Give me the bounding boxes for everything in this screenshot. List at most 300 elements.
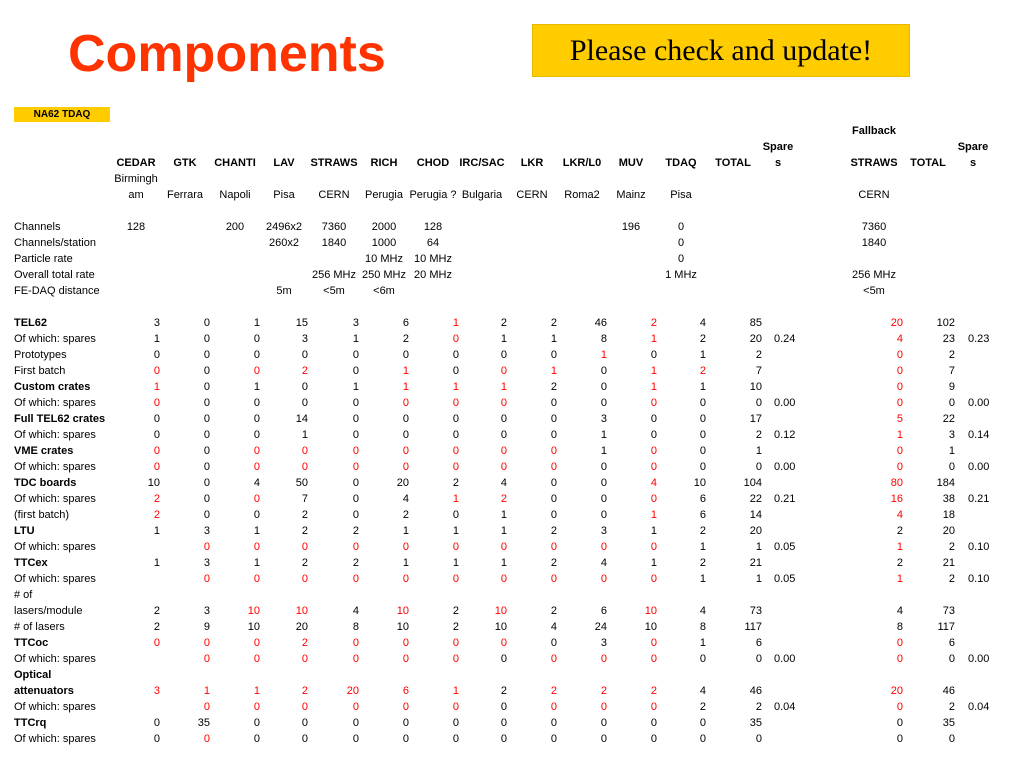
table-cell: 0 [402,541,409,553]
row-label: TTCrq [14,717,47,729]
table-cell: 0 [600,381,607,393]
table-cell: 10 [693,477,706,489]
table-cell: 2 [550,557,557,569]
table-cell: 7360 [861,221,887,233]
column-header-lkr-l0: LKR/L0 [562,157,602,169]
table-cell: 10 [247,621,260,633]
table-cell: 0 [402,573,409,585]
row-label: LTU [14,525,35,537]
table-cell: 2 [699,557,706,569]
table-cell: 0 [203,381,210,393]
table-cell: 4 [402,493,409,505]
table-cell: 9 [948,381,955,393]
table-cell: 0 [301,701,308,713]
table-cell: 1 [301,429,308,441]
table-cell: 10 [295,605,308,617]
table-cell: 2 [352,525,359,537]
table-cell: 0 [253,573,260,585]
table-cell: 0 [600,477,607,489]
update-banner: Please check and update! [532,24,910,77]
table-cell: 23 [942,333,955,345]
table-cell: 6 [600,605,607,617]
table-cell: 0 [253,653,260,665]
table-cell: 0 [153,733,160,745]
table-cell: 0 [253,333,260,345]
table-cell: 20 MHz [414,269,452,281]
table-cell: 0 [452,541,459,553]
table-cell: 16 [890,493,903,505]
table-cell: 2 [153,493,160,505]
table-cell: 0 [500,541,507,553]
table-cell: 0 [452,637,459,649]
table-cell: 0 [550,429,557,441]
table-cell: 0 [203,733,210,745]
table-cell: 0 [699,413,706,425]
table-cell: 2 [896,525,903,537]
table-cell: 0 [153,445,160,457]
table-cell: 35 [942,717,955,729]
table-cell: 0 [153,365,160,377]
table-cell: 1 [402,381,409,393]
table-cell: 4 [600,557,607,569]
table-cell: 1 [153,381,160,393]
table-cell: 4 [650,477,657,489]
table-cell: 20 [890,685,903,697]
table-cell: 6 [699,509,706,521]
table-cell: 80 [890,477,903,489]
table-cell: 21 [942,557,955,569]
table-cell: 196 [621,221,641,233]
row-label: Of which: spares [14,429,96,441]
table-cell: 0 [352,397,359,409]
table-cell: 4 [896,509,903,521]
table-cell: 20 [942,525,955,537]
table-cell: 0 [402,461,409,473]
table-cell: 3 [203,557,210,569]
row-label: TTCex [14,557,48,569]
table-cell: 0 [650,717,657,729]
site-label: CERN [318,189,350,201]
column-header-chod: CHOD [416,157,450,169]
table-cell: 6 [402,317,409,329]
table-cell: 0 [203,397,210,409]
table-cell: 6 [948,637,955,649]
spares-ratio: 0.14 [968,429,990,441]
table-cell: 21 [749,557,762,569]
table-cell: 1 [650,557,657,569]
row-label: TDC boards [14,477,77,489]
table-cell: 4 [550,621,557,633]
table-cell: 128 [126,221,146,233]
table-cell: 0 [352,461,359,473]
row-label: lasers/module [14,605,83,617]
table-cell: 0 [948,653,955,665]
table-cell: 0 [896,397,903,409]
table-cell: 200 [225,221,245,233]
table-cell: 2 [755,349,762,361]
site-label: Mainz [616,189,646,201]
table-cell: 1000 [371,237,397,249]
table-cell: <5m [323,285,345,297]
column-header-cedar: CEDAR [116,157,156,169]
table-cell: 0 [301,397,308,409]
fallback-column-header: TOTAL [910,157,946,169]
table-cell: 0 [352,493,359,505]
table-cell: 1 [896,573,903,585]
table-cell: 0 [650,397,657,409]
table-cell: 1 [650,381,657,393]
table-cell: 64 [426,237,440,249]
table-cell: 4 [253,477,260,489]
table-cell: 1 [650,509,657,521]
site-label: Roma2 [564,189,600,201]
table-cell: 2 [699,701,706,713]
table-cell: 0 [650,493,657,505]
table-cell: 0 [153,349,160,361]
site-label: Ferrara [166,189,204,201]
table-cell: 0 [203,365,210,377]
tdaq-tag: NA62 TDAQ [14,107,110,122]
table-cell: 1 [452,317,459,329]
table-cell: 0 [550,653,557,665]
table-cell: 1 [600,445,607,457]
spares-ratio: 0.00 [774,397,796,409]
table-cell: 0 [153,413,160,425]
table-cell: 1 [153,557,160,569]
table-cell: 0 [500,461,507,473]
table-cell: 1 [650,365,657,377]
table-cell: 1 [153,525,160,537]
table-cell: 3 [948,429,955,441]
table-cell: 0 [203,653,210,665]
row-label: (first batch) [14,509,70,521]
column-header-rich: RICH [370,157,398,169]
spares-ratio: 0.12 [774,429,796,441]
table-cell: 20 [749,333,762,345]
table-cell: 1 [452,381,459,393]
table-cell: 4 [699,605,706,617]
spares-header: s [774,157,782,169]
table-cell: 2 [650,685,657,697]
table-cell: 0 [500,365,507,377]
table-cell: 1 [352,333,359,345]
row-label: Of which: spares [14,573,96,585]
table-cell: 1 [253,557,260,569]
spares-ratio: 0.00 [774,653,796,665]
table-cell: 8 [352,621,359,633]
table-cell: 0 [203,413,210,425]
table-cell: 9 [203,621,210,633]
table-cell: 0 [896,445,903,457]
row-label: Of which: spares [14,733,96,745]
table-cell: 1 [699,349,706,361]
table-cell: 0 [650,541,657,553]
table-cell: 0 [203,701,210,713]
table-cell: 3 [600,637,607,649]
table-cell: 117 [937,621,955,633]
table-cell: 46 [594,317,607,329]
table-cell: 3 [203,525,210,537]
table-cell: 14 [295,413,308,425]
table-cell: 2 [600,685,607,697]
table-cell: 0 [352,541,359,553]
table-cell: 0 [896,733,903,745]
table-cell: 0 [452,397,459,409]
spares-ratio: 0.00 [968,397,990,409]
table-cell: 0 [699,397,706,409]
table-cell: 0 [352,509,359,521]
table-cell: 1 MHz [665,269,697,281]
table-cell: 0 [896,717,903,729]
table-cell: 0 [253,349,260,361]
table-cell: 0 [301,541,308,553]
table-cell: 0 [755,461,762,473]
table-cell: 0 [203,637,210,649]
table-cell: 1 [896,541,903,553]
table-cell: 0 [352,445,359,457]
table-cell: 1 [253,685,260,697]
table-cell: 0 [352,429,359,441]
table-cell: 35 [749,717,762,729]
table-cell: 4 [896,333,903,345]
table-cell: 2 [500,685,507,697]
table-cell: 0 [550,509,557,521]
table-cell: 4 [352,605,359,617]
table-cell: 0 [699,429,706,441]
spares-ratio: 0.10 [968,573,990,585]
row-label: TEL62 [14,317,48,329]
table-cell: 128 [423,221,443,233]
table-cell: 0 [402,717,409,729]
table-cell: 1840 [861,237,887,249]
table-cell: 0 [253,413,260,425]
table-cell: 0 [301,653,308,665]
table-cell: 18 [942,509,955,521]
table-cell: 0 [650,653,657,665]
table-cell: 1 [699,541,706,553]
table-cell: 1 [699,381,706,393]
table-cell: 0 [550,397,557,409]
spares-header: Spare [957,141,989,153]
table-cell: 1 [500,381,507,393]
table-cell: 1 [153,333,160,345]
table-cell: 0 [550,461,557,473]
table-cell: 2 [500,493,507,505]
table-cell: 0 [452,573,459,585]
table-cell: 73 [942,605,955,617]
table-cell: 10 [494,605,507,617]
table-cell: 17 [749,413,762,425]
table-cell: 20 [890,317,903,329]
site-label: Birmingh [114,173,158,185]
table-cell: 0 [500,429,507,441]
row-label: attenuators [14,685,74,697]
table-cell: 1 [600,429,607,441]
column-header-muv: MUV [618,157,644,169]
table-cell: 0 [352,413,359,425]
table-cell: 8 [699,621,706,633]
table-cell: 0 [203,445,210,457]
table-cell: 24 [594,621,607,633]
table-cell: 0 [650,701,657,713]
table-cell: 0 [600,397,607,409]
table-cell: 0 [352,573,359,585]
table-cell: 0 [550,349,557,361]
table-cell: 22 [942,413,955,425]
table-cell: 0 [948,733,955,745]
table-cell: 2 [550,317,557,329]
table-cell: 0 [896,653,903,665]
table-cell: 2 [650,317,657,329]
table-cell: 5m [276,285,292,297]
table-cell: 3 [301,333,308,345]
table-cell: 0 [253,541,260,553]
table-cell: 0 [153,397,160,409]
row-label: # of lasers [14,621,65,633]
table-cell: 0 [699,445,706,457]
table-cell: 0 [301,573,308,585]
table-cell: 0 [253,365,260,377]
table-cell: 2496x2 [265,221,303,233]
table-cell: 1 [699,637,706,649]
table-cell: 0 [352,701,359,713]
table-cell: 0 [452,701,459,713]
table-cell: 0 [650,349,657,361]
table-cell: 0 [203,333,210,345]
table-cell: 0 [253,397,260,409]
table-cell: 0 [755,397,762,409]
row-label: # of [14,589,33,601]
table-cell: 0 [650,445,657,457]
table-cell: 2000 [371,221,397,233]
table-cell: 2 [948,701,955,713]
table-cell: 10 MHz [414,253,452,265]
table-cell: 1 [896,429,903,441]
table-cell: 0 [402,733,409,745]
table-cell: 250 MHz [361,269,407,281]
table-cell: 0 [253,733,260,745]
table-cell: 0 [500,733,507,745]
table-cell: 2 [301,525,308,537]
site-label: Perugia [365,189,403,201]
table-cell: 0 [755,733,762,745]
table-cell: 1 [253,317,260,329]
table-cell: 8 [600,333,607,345]
table-cell: 46 [749,685,762,697]
row-label: TTCoc [14,637,49,649]
table-cell: 1 [500,557,507,569]
row-label: Channels/station [14,237,96,249]
table-cell: 0 [550,733,557,745]
table-cell: 1 [253,525,260,537]
table-cell: 0 [550,445,557,457]
table-cell: 2 [301,637,308,649]
table-cell: 1 [500,333,507,345]
row-label: Of which: spares [14,397,96,409]
site-label: Pisa [273,189,295,201]
table-cell: 0 [203,429,210,441]
table-cell: 14 [749,509,762,521]
table-cell: 10 [147,477,160,489]
spares-ratio: 0.24 [774,333,796,345]
table-cell: 3 [600,413,607,425]
row-label: Particle rate [14,253,73,265]
table-cell: 0 [699,461,706,473]
table-cell: 0 [352,637,359,649]
table-cell: 0 [203,477,210,489]
row-label: Of which: spares [14,333,96,345]
table-cell: 0 [203,317,210,329]
table-cell: 73 [749,605,762,617]
table-cell: 2 [550,605,557,617]
table-cell: 0 [301,381,308,393]
row-label: First batch [14,365,66,377]
table-cell: 0 [600,701,607,713]
table-cell: 104 [743,477,762,489]
table-cell: 0 [153,637,160,649]
table-cell: 0 [402,349,409,361]
table-cell: 2 [153,509,160,521]
column-header-irc-sac: IRC/SAC [459,157,505,169]
table-cell: 2 [402,333,409,345]
table-cell: 0 [352,653,359,665]
row-label: Prototypes [14,349,67,361]
table-cell: 50 [295,477,308,489]
column-header-lav: LAV [273,157,295,169]
table-cell: 256 MHz [851,269,897,281]
table-cell: 10 MHz [365,253,403,265]
table-cell: 20 [346,685,359,697]
table-cell: 117 [744,621,762,633]
table-cell: 0 [452,653,459,665]
column-header-lkr: LKR [520,157,544,169]
table-cell: 2 [352,557,359,569]
table-cell: 0 [550,637,557,649]
table-cell: 0 [896,461,903,473]
table-cell: 0 [600,365,607,377]
spares-ratio: 0.21 [774,493,796,505]
site-label: Pisa [670,189,692,201]
column-header-total: TOTAL [715,157,751,169]
table-cell: 2 [896,557,903,569]
table-cell: 46 [942,685,955,697]
table-cell: 0 [500,413,507,425]
table-cell: 0 [500,701,507,713]
table-cell: 1 [402,525,409,537]
table-cell: 0 [677,221,685,233]
table-cell: 1 [755,445,762,457]
table-cell: 1 [402,365,409,377]
table-cell: 0 [650,637,657,649]
column-header-gtk: GTK [173,157,197,169]
table-cell: 0 [600,461,607,473]
table-cell: 0 [253,637,260,649]
table-cell: 0 [203,509,210,521]
table-cell: 0 [677,253,685,265]
table-cell: 15 [295,317,308,329]
table-cell: 0 [699,717,706,729]
table-cell: 0 [500,397,507,409]
table-cell: 2 [301,685,308,697]
spares-header: Spare [762,141,794,153]
table-cell: 0 [452,429,459,441]
table-cell: 1 [203,685,210,697]
table-cell: 6 [755,637,762,649]
table-cell: 0 [253,493,260,505]
table-cell: 0 [452,509,459,521]
row-label: Full TEL62 crates [14,413,106,425]
table-cell: 2 [500,317,507,329]
